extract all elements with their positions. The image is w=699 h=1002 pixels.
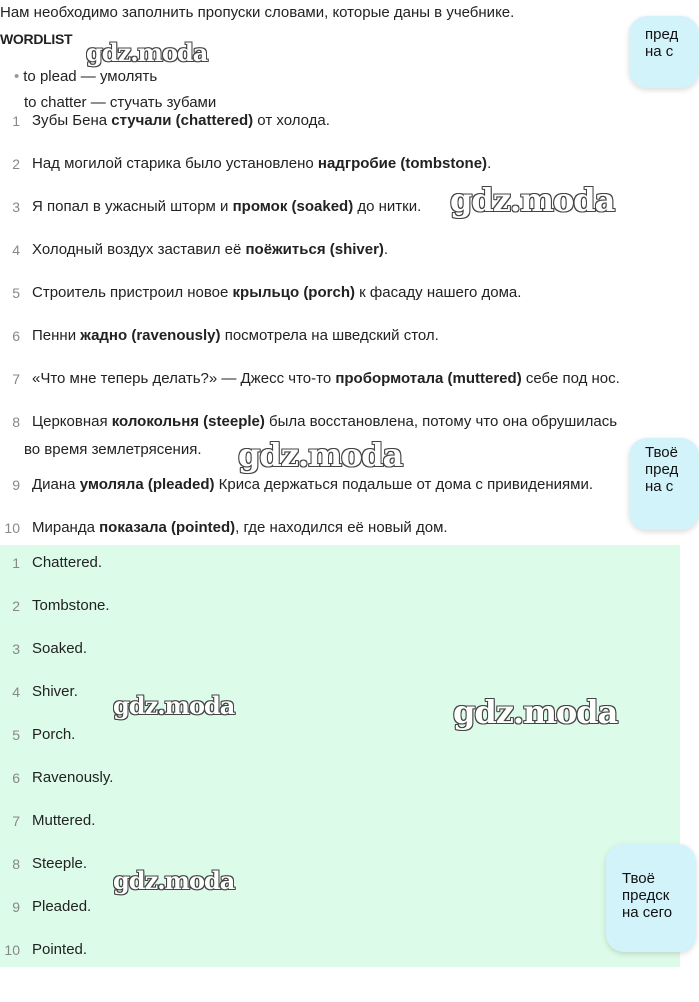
- answer-text: Shiver.: [32, 683, 78, 700]
- question-number: 2: [12, 156, 20, 172]
- intro-text: Нам необходимо заполнить пропуски словами, которые даны в учебнике.: [0, 4, 515, 21]
- question-text: Миранда показала (pointed), где находился её новый дом.: [32, 519, 448, 536]
- bullet-icon: •: [14, 68, 20, 85]
- answer-number: 2: [12, 598, 20, 614]
- answer-text: Muttered.: [32, 812, 96, 829]
- question-number: 5: [12, 285, 20, 301]
- wordlist-item: • to plead — умолять: [14, 68, 158, 85]
- question-number: 10: [4, 520, 20, 536]
- answers-panel: [0, 545, 680, 967]
- question-row: [0, 110, 680, 132]
- question-row: [0, 325, 680, 347]
- watermark-logo: gdz.moda: [453, 693, 618, 731]
- answer-number: 6: [12, 770, 20, 786]
- question-number: 7: [12, 371, 20, 387]
- answer-row: [0, 638, 680, 660]
- question-row: [0, 153, 680, 175]
- question-number: 4: [12, 242, 20, 258]
- question-row: [0, 282, 680, 304]
- wordlist-title: WORDLIST: [0, 31, 73, 47]
- answer-number: 8: [12, 856, 20, 872]
- watermark-logo: gdz.moda: [113, 866, 235, 895]
- answer-text: Steeple.: [32, 855, 88, 872]
- watermark-logo: gdz.moda: [86, 38, 208, 67]
- promo-bubble[interactable]: Твоё пред на с: [629, 438, 699, 530]
- question-text: Я попал в ужасный шторм и промок (soaked) до нитки.: [32, 198, 422, 215]
- answer-number: 5: [12, 727, 20, 743]
- answer-row: [0, 896, 680, 918]
- answer-number: 1: [12, 555, 20, 571]
- answer-text: Tombstone.: [32, 597, 110, 614]
- answer-text: Chattered.: [32, 554, 103, 571]
- promo-bubble[interactable]: пред на с: [629, 16, 699, 88]
- answer-text: Ravenously.: [32, 769, 114, 786]
- question-number: 3: [12, 199, 20, 215]
- answer-row: [0, 939, 680, 961]
- question-number: 1: [12, 113, 20, 129]
- question-text: Зубы Бена стучали (chattered) от холода.: [32, 112, 330, 129]
- question-number: 8: [12, 414, 20, 430]
- question-text: Холодный воздух заставил её поёжиться (shiver).: [32, 241, 389, 258]
- question-text: Церковная колокольня (steeple) была восстановлена, потому что она обрушилась: [32, 413, 618, 430]
- answer-row: [0, 853, 680, 875]
- answer-row: [0, 595, 680, 617]
- answer-number: 3: [12, 641, 20, 657]
- question-text-continued: во время землетрясения.: [24, 441, 202, 458]
- question-row: [0, 411, 680, 433]
- question-text: Над могилой старика было установлено надгробие (tombstone).: [32, 155, 492, 172]
- question-row: [0, 368, 680, 390]
- answer-text: Pleaded.: [32, 898, 92, 915]
- answer-text: Pointed.: [32, 941, 88, 958]
- question-row: [0, 517, 680, 539]
- question-number: 6: [12, 328, 20, 344]
- answer-number: 4: [12, 684, 20, 700]
- question-number: 9: [12, 477, 20, 493]
- question-row: [0, 239, 680, 261]
- question-text: Строитель пристроил новое крыльцо (porch) к фасаду нашего дома.: [32, 284, 522, 301]
- question-text: Диана умоляла (pleaded) Криса держаться подальше от дома с привидениями.: [32, 476, 594, 493]
- question-row: [0, 474, 680, 496]
- question-text: «Что мне теперь делать?» — Джесс что-то пробормотала (muttered) себе под нос.: [32, 370, 620, 387]
- answer-number: 7: [12, 813, 20, 829]
- answer-text: Porch.: [32, 726, 76, 743]
- answer-row: [0, 810, 680, 832]
- question-text: Пенни жадно (ravenously) посмотрела на шведский стол.: [32, 327, 439, 344]
- watermark-logo: gdz.moda: [238, 436, 403, 474]
- wordlist-item-cut: to chatter — стучать зубами: [24, 94, 217, 111]
- answer-row: [0, 767, 680, 789]
- answer-row: [0, 552, 680, 574]
- answer-number: 10: [4, 942, 20, 958]
- watermark-logo: gdz.moda: [450, 181, 615, 219]
- answer-text: Soaked.: [32, 640, 88, 657]
- watermark-logo: gdz.moda: [113, 691, 235, 720]
- answer-number: 9: [12, 899, 20, 915]
- promo-bubble[interactable]: Твоё предск на сего: [606, 844, 696, 952]
